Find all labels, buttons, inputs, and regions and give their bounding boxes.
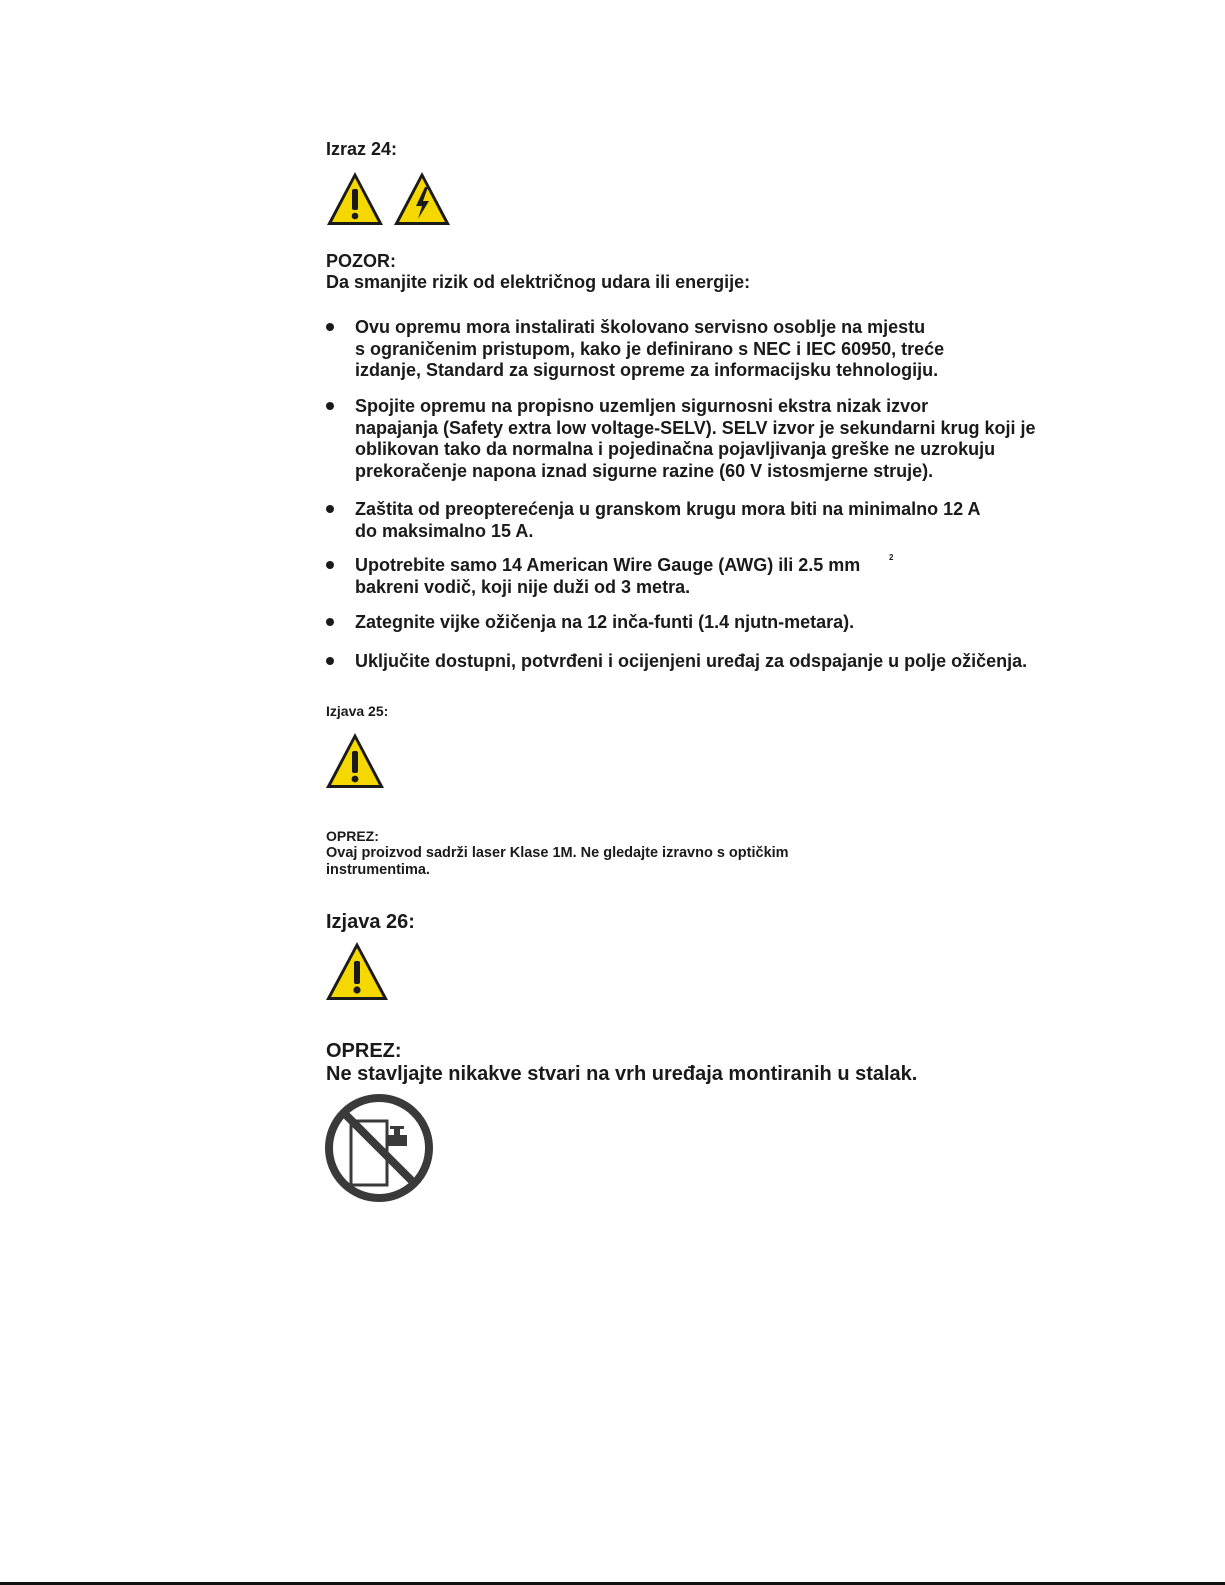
caution-triangle-icon (324, 731, 386, 791)
list-item-text: Zategnite vijke ožičenja na 12 inča-funti (1.4 njutn-metara). (355, 612, 855, 632)
caution-triangle-icon (324, 940, 390, 1003)
superscript: 2 (889, 553, 894, 562)
caution-triangle-icon (325, 170, 385, 228)
statement-25-heading: OPREZ: (326, 828, 379, 844)
statement-24-intro: Da smanjite rizik od električnog udara ili energije: (326, 272, 751, 292)
list-item-text: Spojite opremu na propisno uzemljen sigurnosni ekstra nizak izvor napajanja (Safety extra low voltage-SELV). SELV izvor je sekundarni krug koji je oblikovan tako da normalna i pojedinačna pojavljivanja greške ne uzrokuju prekoračenje napona iznad sigurne razine (60 V istosmjerne struje). (355, 396, 1036, 481)
list-item (326, 317, 1086, 382)
bullet-dot (326, 323, 334, 331)
statement-26-heading: OPREZ: (326, 1040, 402, 1062)
bullet-dot (326, 657, 334, 665)
bullet-dot (326, 618, 334, 626)
statement-26-title: Izjava 26: (326, 911, 415, 933)
list-item-text: Zaštita od preopterećenja u granskom krugu mora biti na minimalno 12 A do maksimalno 15 A. (355, 499, 981, 541)
bullet-dot (326, 402, 334, 410)
list-item (326, 499, 1086, 542)
list-item (326, 651, 1086, 673)
bullet-dot (326, 505, 334, 513)
list-item (326, 612, 1086, 634)
statement-24-heading: POZOR: (326, 251, 396, 271)
statement-26-text: Ne stavljajte nikakve stvari na vrh uređaja montiranih u stalak. (326, 1063, 918, 1085)
no-objects-on-rack-icon (323, 1092, 435, 1204)
statement-25-text: Ovaj proizvod sadrži laser Klase 1M. Ne gledajte izravno s optičkim instrumentima. (326, 845, 789, 878)
statement-25-title: Izjava 25: (326, 703, 389, 719)
list-item (326, 396, 1086, 482)
statement-24-title: Izraz 24: (326, 139, 398, 159)
high-voltage-icon (392, 170, 452, 228)
bullet-dot (326, 561, 334, 569)
list-item-text: Ovu opremu mora instalirati školovano servisno osoblje na mjestu s ograničenim pristupom, kako je definirano s NEC i IEC 60950, treće izdanje, Standard za sigurnost opreme za informacijsku tehnologiju. (355, 317, 945, 380)
list-item-text: Uključite dostupni, potvrđeni i ocijenjeni uređaj za odspajanje u polje ožičenja. (355, 651, 1028, 671)
list-item (326, 555, 1086, 598)
list-item-text: Upotrebite samo 14 American Wire Gauge (AWG) ili 2.5 mm bakreni vodič, koji nije duži od 3 metra. (355, 555, 861, 597)
